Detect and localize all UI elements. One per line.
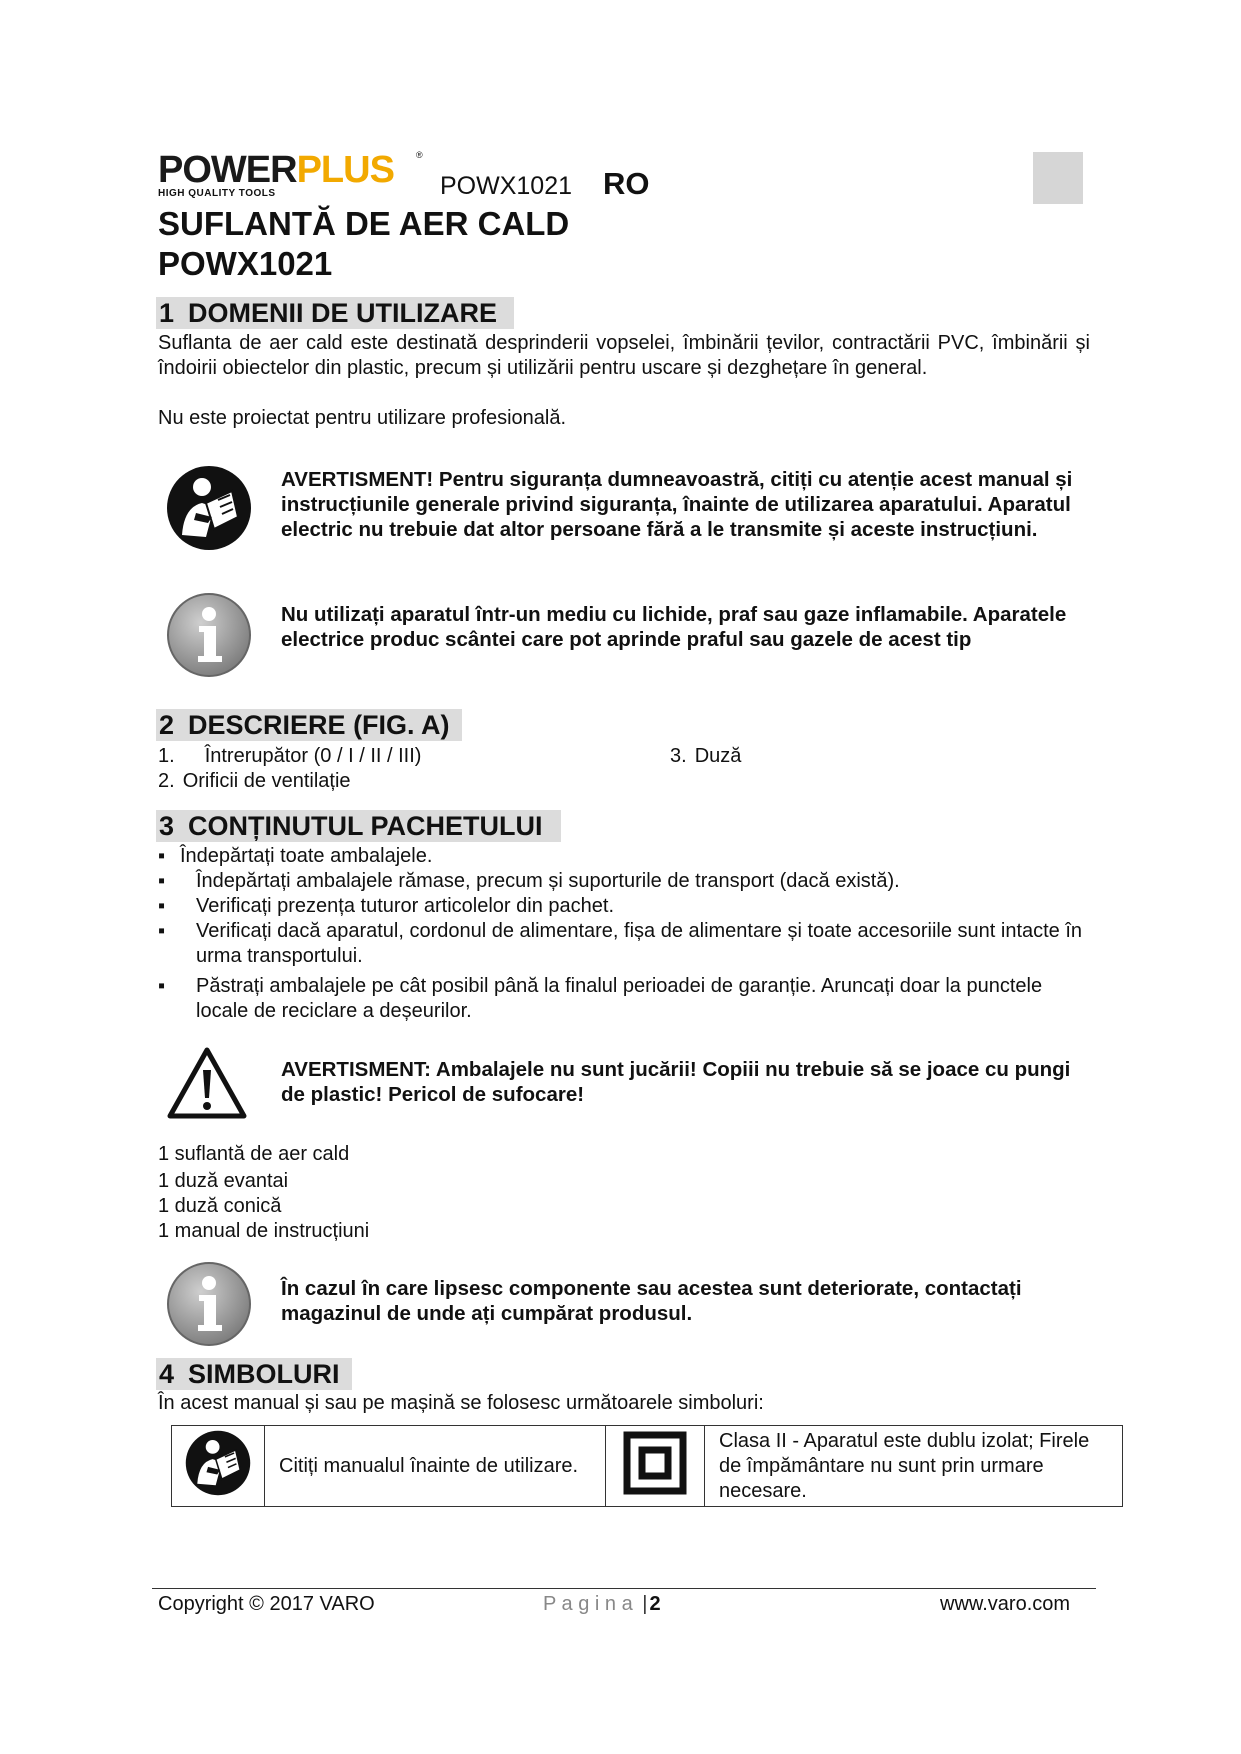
- header-model: POWX1021: [440, 172, 573, 200]
- description-item-3-number: 3.: [670, 745, 687, 767]
- logo-tagline: HIGH QUALITY TOOLS: [158, 188, 276, 199]
- warning-text-2: AVERTISMENT: Ambalajele nu sunt jucării! Copiii nu trebuie să se joace cu pungi de plastic! Pericol de sufocare!: [281, 1058, 1071, 1106]
- logo-wordmark: [158, 150, 394, 190]
- page-label: P a g i n a: [543, 1593, 633, 1615]
- section-3-heading: [156, 810, 561, 842]
- section-2-title: DESCRIERE (FIG. A): [188, 710, 450, 740]
- contents-item: 1 manual de instrucțiuni: [158, 1220, 370, 1242]
- section-2-number: 2: [159, 710, 175, 740]
- footer-website: www.varo.com: [940, 1593, 1071, 1615]
- list-item-text: Păstrați ambalajele pe cât posibil până la finalul perioadei de garanție. Aruncați doar la punctele locale de reciclare a deșeurilor.: [196, 975, 1043, 1022]
- section-3-number: 3: [159, 811, 175, 841]
- read-manual-icon: [185, 1430, 251, 1496]
- list-item-text: Îndepărtați toate ambalajele.: [180, 845, 433, 867]
- section-4-title: SIMBOLURI: [188, 1359, 340, 1389]
- contents-item: 1 duză evantai: [158, 1170, 289, 1192]
- symbols-table: [171, 1425, 1123, 1507]
- logo-registered: ®: [416, 150, 423, 160]
- language-tab-marker: [1033, 152, 1083, 204]
- section-2-heading: [156, 709, 462, 741]
- warning-triangle-icon: [166, 1046, 248, 1120]
- symbol-desc-read-manual: Citiți manualul înainte de utilizare.: [265, 1426, 606, 1507]
- logo-power: POWER: [158, 149, 297, 191]
- symbol-cell-class-ii: [606, 1426, 705, 1507]
- description-item-3: [670, 744, 741, 769]
- list-item-text: Verificați prezența tuturor articolelor din pachet.: [196, 895, 614, 917]
- header-language: RO: [603, 166, 650, 201]
- section-1-paragraph: Suflanta de aer cald este destinată desprinderii vopselei, îmbinării țevilor, contractării PVC, îmbinării și îndoirii obiectelor din plastic, precum și utilizării pentru uscare și dezghețare în general.: [158, 332, 1090, 379]
- section-4-number: 4: [159, 1359, 175, 1389]
- list-item-text: Îndepărtați ambalajele rămase, precum și suporturile de transport (dacă există).: [196, 870, 900, 892]
- section-3-title: CONȚINUTUL PACHETULUI: [188, 811, 543, 841]
- description-item-3-text: Duză: [694, 745, 742, 767]
- bullet-marker: ▪: [158, 975, 166, 997]
- section-1-title: DOMENII DE UTILIZARE: [188, 298, 498, 328]
- description-item-2-text: Orificii de ventilație: [182, 770, 351, 792]
- list-item-text: Verificați dacă aparatul, cordonul de alimentare, fișa de alimentare și toate accesoriile sunt intacte în urma transportului.: [196, 920, 1083, 967]
- bullet-marker: ▪: [158, 895, 166, 917]
- read-manual-icon: [166, 465, 252, 551]
- symbol-desc-class-ii: Clasa II - Aparatul este dublu izolat; Firele de împământare nu sunt prin urmare necesare.: [705, 1426, 1123, 1507]
- page-separator: |: [642, 1593, 648, 1615]
- section-4-heading: [156, 1358, 352, 1390]
- info-text-1: Nu utilizați aparatul într-un mediu cu lichide, praf sau gaze inflamabile. Aparatele electrice produc scântei care pot aprinde praful sau gazele de acest tip: [281, 603, 1067, 651]
- contents-item: 1 duză conică: [158, 1195, 282, 1217]
- section-1-note: Nu este proiectat pentru utilizare profesională.: [158, 407, 567, 429]
- logo-plus: PLUS: [296, 149, 394, 191]
- footer-divider: [152, 1588, 1096, 1589]
- info-icon: [166, 1261, 252, 1347]
- footer-page-label: [543, 1593, 661, 1616]
- section-1-heading: [156, 297, 514, 329]
- double-insulation-icon: [623, 1431, 687, 1495]
- bullet-marker: ▪: [158, 845, 166, 867]
- section-1-number: 1: [159, 298, 175, 328]
- warning-text-1: AVERTISMENT! Pentru siguranța dumneavoastră, citiți cu atenție acest manual și instrucțiunile generale privind siguranța, înainte de utilizarea aparatului. Aparatul electric nu trebuie dat altor persoane fără a le transmite și aceste instrucțiuni.: [281, 468, 1073, 541]
- description-item-2: [158, 769, 351, 794]
- description-item-1: [158, 744, 421, 769]
- description-item-1-text: Întrerupător (0 / I / II / III): [204, 745, 422, 767]
- info-text-2: În cazul în care lipsesc componente sau acestea sunt deteriorate, contactați magazinul de unde ați cumpărat produsul.: [281, 1277, 1022, 1325]
- description-item-2-number: 2.: [158, 770, 175, 792]
- bullet-marker: ▪: [158, 920, 166, 942]
- table-row: [172, 1426, 1123, 1507]
- description-item-1-number: 1.: [158, 745, 175, 767]
- document-title: SUFLANTĂ DE AER CALD: [158, 205, 570, 242]
- footer-copyright: Copyright © 2017 VARO: [158, 1593, 375, 1615]
- symbols-intro: În acest manual și sau pe mașină se folosesc următoarele simboluri:: [158, 1392, 764, 1414]
- bullet-marker: ▪: [158, 870, 166, 892]
- info-icon: [166, 592, 252, 678]
- document-subtitle: POWX1021: [158, 245, 333, 282]
- contents-item: 1 suflantă de aer cald: [158, 1143, 350, 1165]
- page-number: 2: [649, 1593, 661, 1615]
- powerplus-logo: [158, 150, 428, 200]
- symbol-cell-read-manual: [172, 1426, 265, 1507]
